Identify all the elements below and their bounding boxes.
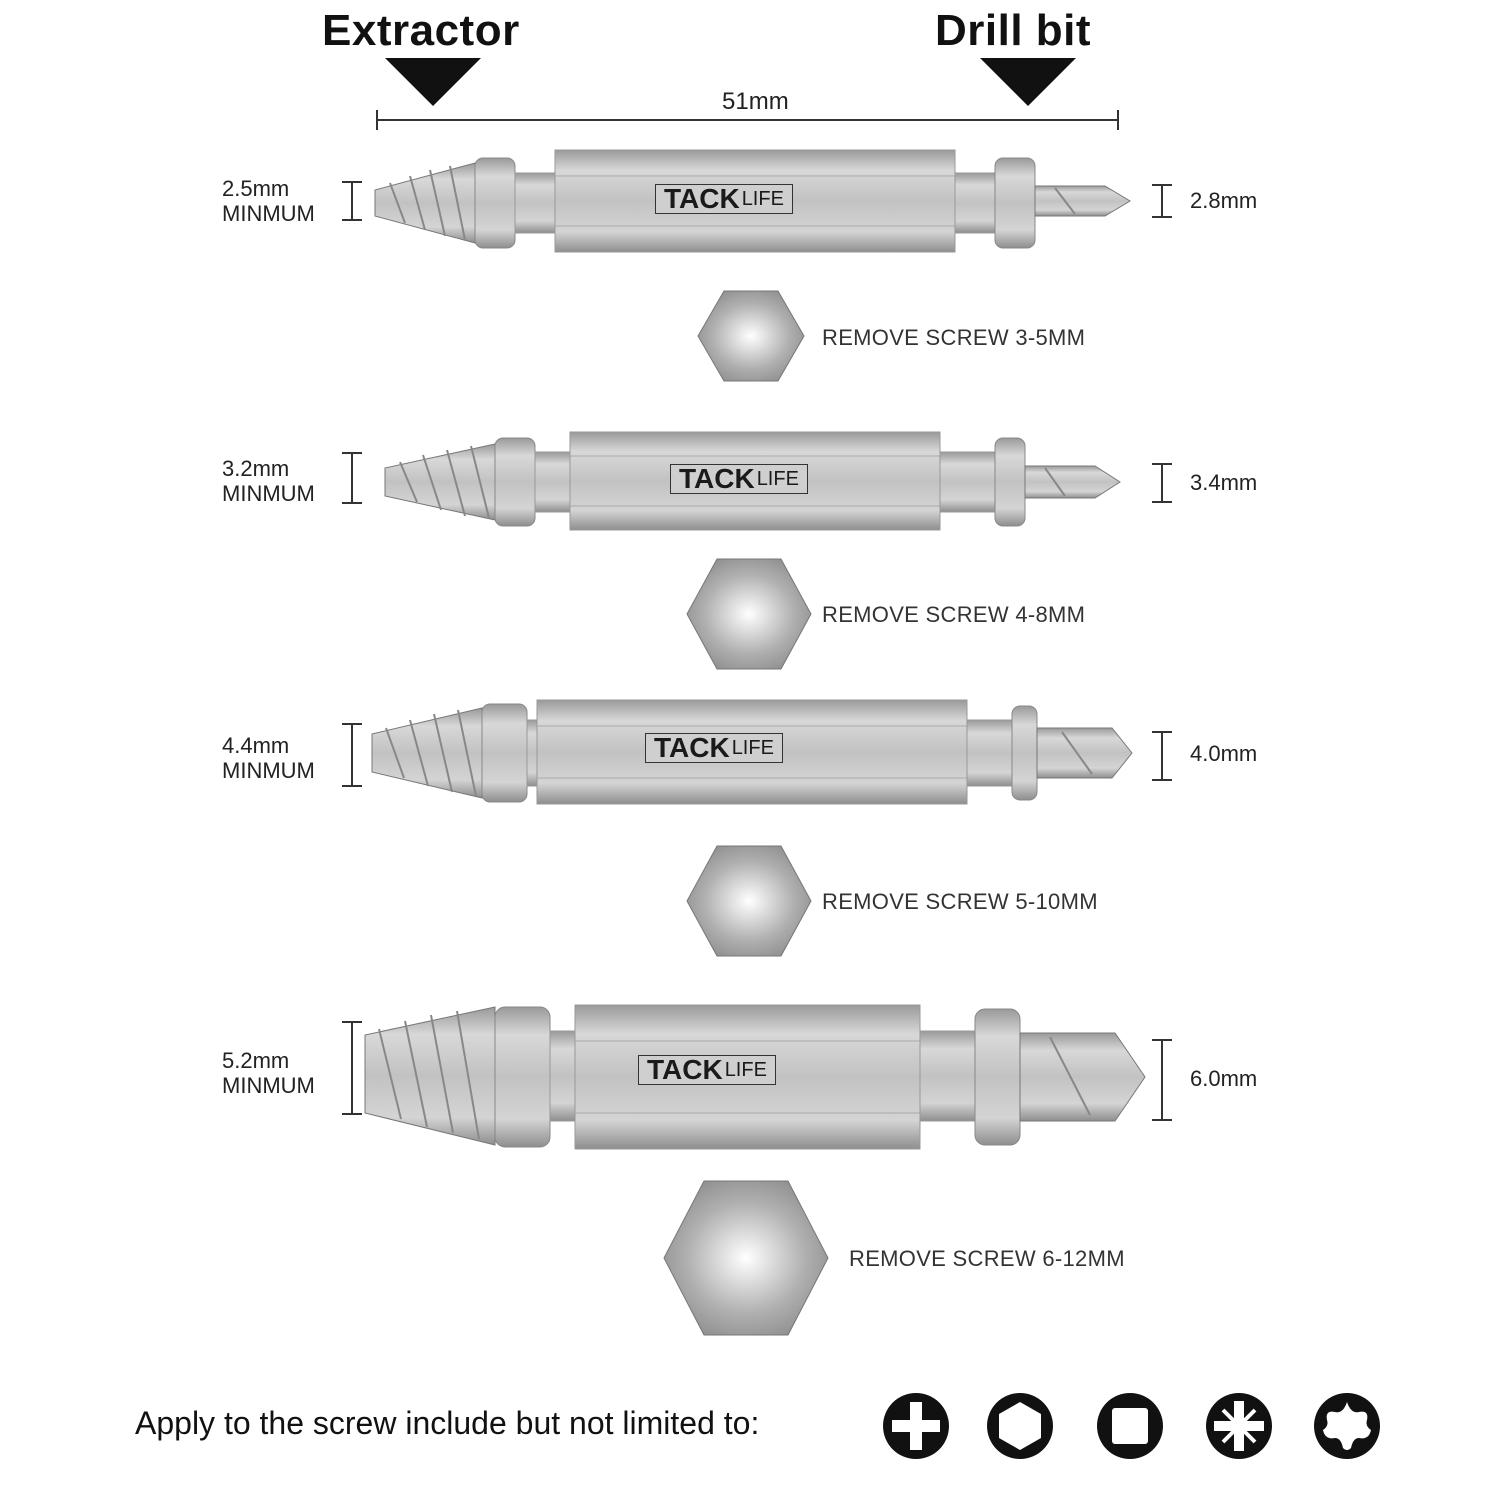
pozidriv-icon xyxy=(1205,1392,1273,1460)
phillips-icon xyxy=(882,1392,950,1460)
extractor-size-bracket xyxy=(340,722,364,788)
drill-size-bracket xyxy=(1150,1038,1174,1122)
remove-screw-label: REMOVE SCREW 4-8MM xyxy=(822,602,1086,627)
drill-size-bracket xyxy=(1150,730,1174,782)
extractor-arrow-icon xyxy=(385,58,481,108)
torx-icon xyxy=(1313,1392,1381,1460)
extractor-size-label: 5.2mm MINMUM xyxy=(222,1048,315,1098)
drill-bit-arrow-icon xyxy=(980,58,1076,108)
extractor-heading: Extractor xyxy=(322,6,520,55)
apply-to-screw-text: Apply to the screw include but not limited to: xyxy=(135,1405,760,1441)
drill-size-label: 4.0mm xyxy=(1190,741,1258,766)
hex-icon xyxy=(986,1392,1054,1460)
remove-screw-label: REMOVE SCREW 5-10MM xyxy=(822,889,1098,914)
drill-size-bracket xyxy=(1150,462,1174,504)
extractor-size-bracket xyxy=(340,1020,364,1116)
extractor-size-label: 4.4mm MINMUM xyxy=(222,733,315,783)
remove-screw-label: REMOVE SCREW 3-5MM xyxy=(822,325,1086,350)
drill-size-label: 2.8mm xyxy=(1190,188,1258,213)
extractor-size-label: 3.2mm MINMUM xyxy=(222,456,315,506)
brand-logo: TACK LIFE xyxy=(670,464,808,494)
drill-bit-heading: Drill bit xyxy=(935,6,1092,55)
screw-head-hex-icon xyxy=(685,558,813,670)
remove-screw-label: REMOVE SCREW 6-12MM xyxy=(849,1246,1125,1271)
length-label: 51mm xyxy=(722,88,789,115)
square-icon xyxy=(1096,1392,1164,1460)
drill-size-label: 6.0mm xyxy=(1190,1066,1258,1091)
screw-head-hex-icon xyxy=(696,290,806,382)
extractor-size-bracket xyxy=(340,451,364,505)
drill-size-label: 3.4mm xyxy=(1190,470,1258,495)
brand-logo: TACK LIFE xyxy=(638,1055,776,1085)
brand-logo: TACK LIFE xyxy=(645,733,783,763)
drill-size-bracket xyxy=(1150,183,1174,219)
extractor-size-bracket xyxy=(340,180,364,222)
extractor-size-label: 2.5mm MINMUM xyxy=(222,176,315,226)
brand-logo: TACK LIFE xyxy=(655,184,793,214)
length-dimension-line xyxy=(376,108,1120,132)
screw-head-hex-icon xyxy=(662,1180,830,1336)
screw-head-hex-icon xyxy=(685,845,813,957)
